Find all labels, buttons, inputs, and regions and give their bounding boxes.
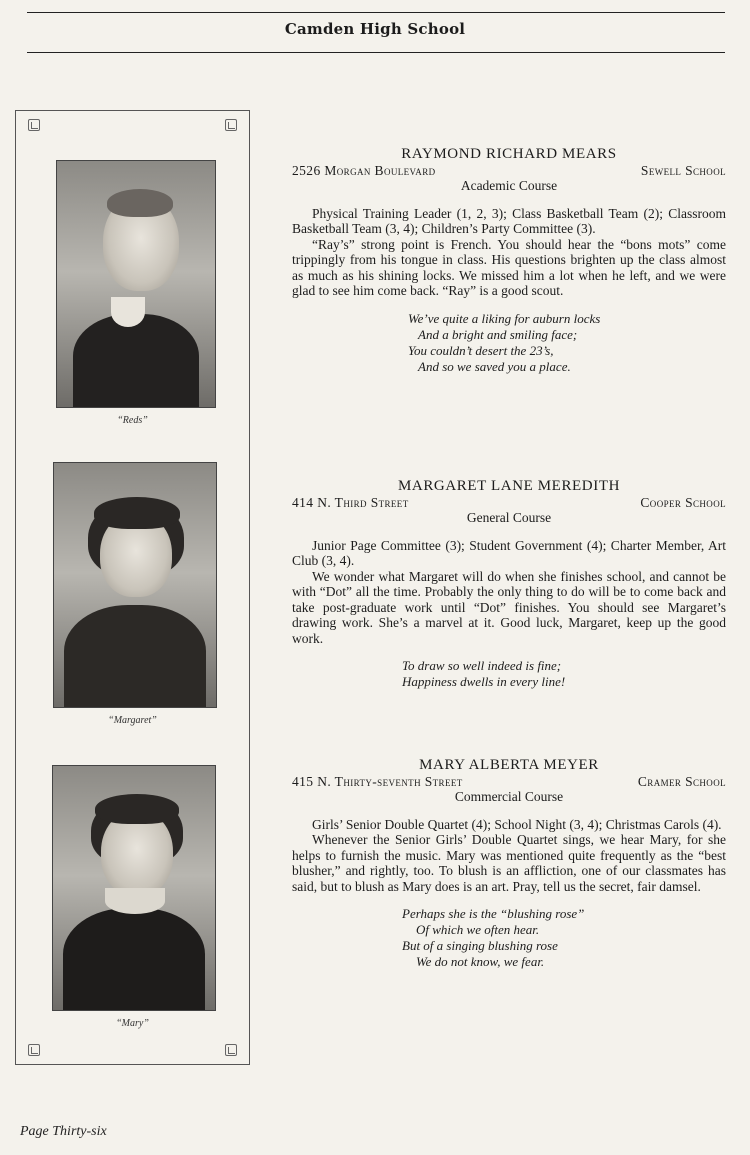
home-address: 414 N. Third Street [292, 494, 409, 510]
portrait-caption: “Margaret” [108, 715, 157, 726]
verse [292, 311, 726, 375]
verse-line: We’ve quite a liking for auburn locks [408, 310, 601, 326]
activities-text: Physical Training Leader (1, 2, 3); Class Basketball Team (2); Classroom Basketball Team (3, 4); Children’s Party Committee (3). [292, 205, 726, 236]
student-name: MARY ALBERTA MEYER [419, 757, 599, 773]
running-head: Camden High School [284, 20, 466, 38]
verse [292, 658, 726, 690]
portrait-photo [56, 160, 216, 408]
bio-text: Whenever the Senior Girls’ Double Quartet sings, we hear Mary, for she helps to furnish the music. Mary was mentioned quite frequently as the “best blusher,” and rightly, too. To blush is an affliction, one of our classmates has said, but to blush as Mary does is an art. Pray, tell us the secret, fair damsel. [292, 832, 726, 894]
student-name: RAYMOND RICHARD MEARS [401, 146, 617, 162]
previous-school: Cooper School [640, 494, 726, 510]
home-address: 2526 Morgan Boulevard [292, 162, 436, 178]
corner-ornament-icon [225, 1044, 237, 1056]
student-name: MARGARET LANE MEREDITH [397, 478, 621, 494]
corner-ornament-icon [28, 1044, 40, 1056]
address-line [292, 163, 726, 179]
portrait-photo [53, 462, 217, 708]
verse-line: Perhaps she is the “blushing rose” [402, 906, 585, 921]
verse [292, 906, 726, 970]
student-entry [292, 758, 726, 970]
header-rule-top [27, 12, 725, 13]
student-entry [292, 479, 726, 690]
address-line [292, 495, 726, 511]
corner-ornament-icon [28, 119, 40, 131]
address-line [292, 774, 726, 790]
verse-line: You couldn’t desert the 23’s, [408, 342, 554, 358]
verse-line: Of which we often hear. [416, 922, 540, 937]
verse-line: And a bright and smiling face; [418, 326, 578, 342]
activities-text: Junior Page Committee (3); Student Government (4); Charter Member, Art Club (3, 4). [292, 537, 726, 568]
verse-line: We do not know, we fear. [416, 954, 545, 969]
verse-line: And so we saved you a place. [418, 358, 571, 374]
student-entry [292, 147, 726, 375]
course-name: General Course [466, 510, 552, 525]
verse-line: But of a singing blushing rose [402, 938, 558, 953]
previous-school: Cramer School [637, 773, 726, 789]
portrait-caption: “Mary” [116, 1018, 149, 1029]
home-address: 415 N. Thirty-seventh Street [292, 773, 463, 789]
course-name: Commercial Course [454, 789, 564, 804]
corner-ornament-icon [225, 119, 237, 131]
bio-text: We wonder what Margaret will do when she finishes school, and cannot be with “Dot” all the time. Probably the only thing to do will be to come back and take post-graduate work until “Dot” finishes. You should see Margaret’s drawing work. She’s a marvel at it. Good luck, Margaret, keep up the good work. [292, 568, 726, 646]
bio-text: “Ray’s” strong point is French. You should hear the “bons mots” come trippingly from his tongue in class. His questions brighten up the class almost as much as his shining locks. We missed him a lot when he left, and we were glad to see him come back. “Ray” is a good scout. [292, 236, 726, 298]
verse-line: Happiness dwells in every line! [402, 674, 566, 689]
previous-school: Sewell School [640, 162, 726, 178]
course-name: Academic Course [460, 178, 558, 193]
header-rule-bottom [27, 52, 725, 53]
activities-text: Girls’ Senior Double Quartet (4); School Night (3, 4); Christmas Carols (4). [312, 816, 722, 832]
page-number: Page Thirty-six [20, 1124, 107, 1139]
portrait-caption: “Reds” [117, 415, 148, 426]
portrait-photo [52, 765, 216, 1011]
verse-line: To draw so well indeed is fine; [402, 658, 562, 673]
